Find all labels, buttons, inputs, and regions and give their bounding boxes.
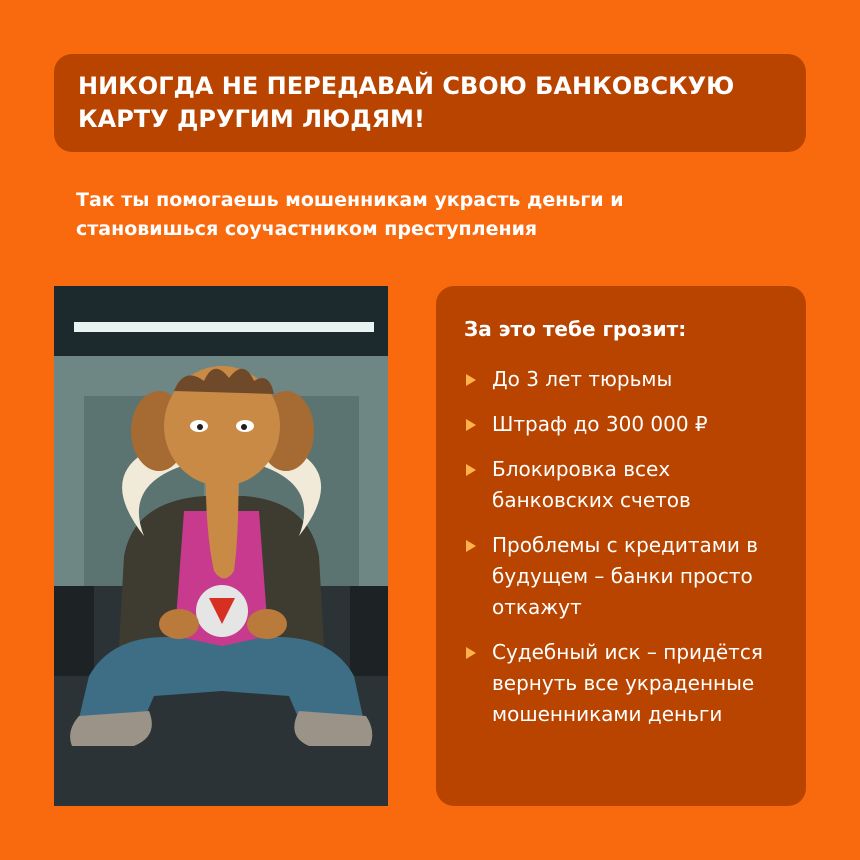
list-item [464,409,784,440]
headline-banner [54,54,806,152]
threats-list [464,364,784,730]
list-item [464,637,784,730]
threat-text: Проблемы с кредитами в будущем – банки просто откажут [492,533,759,619]
triangle-bullet-icon [466,540,476,552]
threats-panel [436,286,806,806]
threat-text: Штраф до 300 000 ₽ [492,412,708,436]
triangle-bullet-icon [466,464,476,476]
mammoth-illustration [54,286,388,806]
threat-text: Блокировка всех банковских счетов [492,457,691,512]
headline: НИКОГДА НЕ ПЕРЕДАВАЙ СВОЮ БАНКОВСКУЮ КАРТУ ДРУГИМ ЛЮДЯМ! [78,72,735,133]
triangle-bullet-icon [466,419,476,431]
subtitle: Так ты помогаешь мошенникам украсть деньги и становишься соучастником преступления [76,189,624,240]
list-item [464,530,784,623]
list-item [464,364,784,395]
triangle-bullet-icon [466,647,476,659]
list-item [464,454,784,516]
threat-text: До 3 лет тюрьмы [492,367,673,391]
threat-text: Судебный иск – придётся вернуть все украденные мошенниками деньги [492,640,763,726]
triangle-bullet-icon [466,374,476,386]
threats-heading: За это тебе грозит: [464,317,687,341]
